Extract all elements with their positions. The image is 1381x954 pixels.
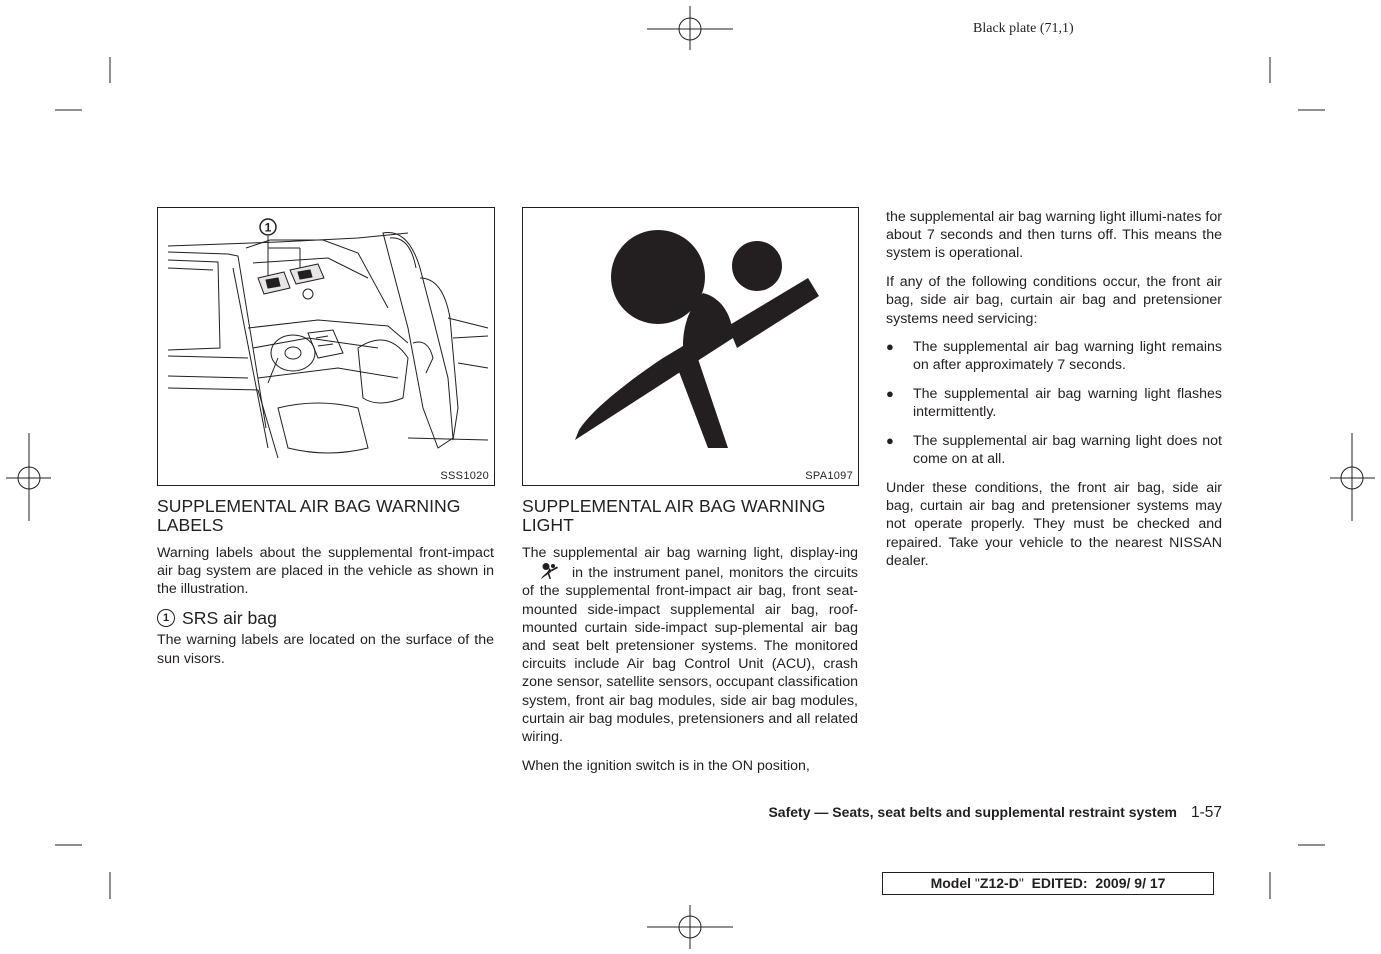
section-heading-light bbox=[522, 497, 858, 535]
car-interior-illustration bbox=[158, 208, 494, 485]
model-label: Model bbox=[930, 875, 972, 891]
list-item bbox=[886, 338, 1222, 374]
column-warning-labels bbox=[157, 497, 494, 678]
callout-number-icon: 1 bbox=[157, 609, 175, 627]
heading-line-2: LIGHT bbox=[522, 515, 574, 535]
plate-label: Black plate (71,1) bbox=[973, 21, 1074, 36]
list-item-text: The supplemental air bag warning light remains on after approximately 7 seconds. bbox=[913, 339, 1222, 374]
operational-paragraph: the supplemental air bag warning light illumi-nates for about 7 seconds and then turns off. This means the system is operational. bbox=[886, 209, 1222, 262]
column-conditions bbox=[886, 208, 1222, 580]
bullet-icon: ● bbox=[886, 339, 894, 355]
bullet-icon: ● bbox=[886, 433, 894, 449]
footer-section-title: Safety — Seats, seat belts and supplemental restraint system bbox=[768, 804, 1177, 820]
heading-line-2: LABELS bbox=[157, 515, 224, 535]
callout-number-1: 1 bbox=[264, 220, 272, 235]
list-item bbox=[886, 385, 1222, 421]
figure-sun-visor-labels bbox=[157, 207, 495, 486]
conditions-list bbox=[886, 338, 1222, 468]
callout-label: SRS air bag bbox=[182, 608, 277, 629]
paragraph-text-before-icon: The supplemental air bag warning light, display-ing bbox=[522, 545, 858, 561]
list-item bbox=[886, 432, 1222, 468]
ignition-paragraph: When the ignition switch is in the ON position, bbox=[522, 757, 810, 774]
airbag-inline-icon bbox=[538, 562, 560, 580]
list-item-text: The supplemental air bag warning light flashes intermittently. bbox=[913, 386, 1222, 421]
edited-label: EDITED: bbox=[1031, 875, 1088, 891]
body-paragraph: The warning labels are located on the surface of the sun visors. bbox=[157, 632, 494, 667]
figure-airbag-warning-light bbox=[522, 207, 859, 486]
edited-date: 2009/ 9/ 17 bbox=[1095, 875, 1166, 891]
service-paragraph: Under these conditions, the front air bag, side air bag, curtain air bag and pretensioner systems may not operate properly. They must be checked and repaired. Take your vehicle to the nearest NISSAN dealer. bbox=[886, 479, 1222, 569]
conditions-paragraph: If any of the following conditions occur, the front air bag, side air bag, curtain air bag and pretensioner systems need servicing: bbox=[886, 274, 1222, 327]
model-quote-close: " bbox=[1018, 875, 1024, 891]
list-item-text: The supplemental air bag warning light does not come on at all. bbox=[913, 433, 1222, 468]
figure-id: SPA1097 bbox=[805, 470, 853, 482]
column-warning-light bbox=[522, 497, 858, 785]
figure-id: SSS1020 bbox=[440, 470, 489, 482]
model-code: Z12-D bbox=[979, 875, 1019, 891]
model-quote-open: " bbox=[974, 875, 980, 891]
model-edit-box bbox=[882, 872, 1214, 895]
intro-paragraph: Warning labels about the supplemental front-impact air bag system are placed in the vehicle as shown in the illustration. bbox=[157, 545, 494, 598]
page-number: 1-57 bbox=[1190, 804, 1222, 821]
running-footer bbox=[768, 804, 1222, 822]
description-paragraph bbox=[522, 544, 858, 746]
airbag-warning-symbol-icon bbox=[523, 208, 858, 485]
section-heading-labels bbox=[157, 497, 494, 535]
heading-line-1: SUPPLEMENTAL AIR BAG WARNING bbox=[157, 496, 461, 516]
bullet-icon: ● bbox=[886, 386, 894, 402]
heading-line-1: SUPPLEMENTAL AIR BAG WARNING bbox=[522, 496, 826, 516]
callout-item bbox=[157, 609, 494, 627]
paragraph-text-after-icon: in the instrument panel, monitors the circuits of the supplemental front-impact air bag, front seat-mounted side-impact supplemental air bag, roof-mounted curtain side-impact sup-plemental air bag and seat belt pretensioner systems. The monitored circuits include Air bag Control Unit (ACU), crash zone sensor, satellite sensors, occupant classification system, front air bag modules, side air bag modules, curtain air bag modules, pretensioners and all related wiring. bbox=[522, 565, 858, 746]
